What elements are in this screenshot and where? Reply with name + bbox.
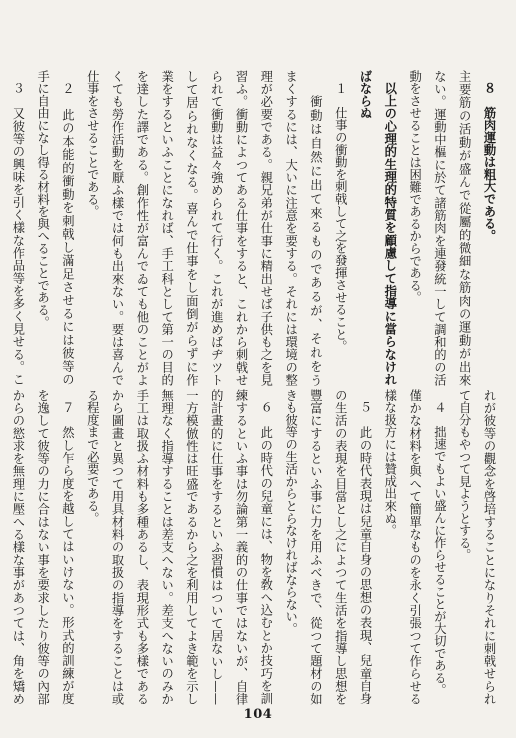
upper-column-15: を達した譯である。創作性が富んでゐても他のことがよ	[134, 70, 149, 386]
lower-column-4: 僅かな材料を與へて簡單なものを永く引張つて作らせる	[407, 389, 422, 705]
upper-column-9: まくするには、大いに注意を要する。それには環境の整	[283, 70, 298, 386]
lower-column-20: からの慾求を無理に壓へる樣な事があつては、角を矯め	[10, 389, 25, 705]
lower-column-12: 的計畫的に仕事をするといふ習慣はついて居ないし——	[209, 389, 224, 705]
upper-column-19: 手に自由になし得る材料を與へることである。	[35, 70, 50, 329]
upper-column-20: ３ 又彼等の興味を引く樣な作品等を多く見せる。こ	[10, 82, 25, 386]
lower-column-5: 樣な扱方には贊成出來ぬ。	[382, 389, 397, 537]
page-number: 104	[243, 707, 273, 722]
upper-column-6: ばならぬ	[358, 70, 374, 120]
lower-column-16: から圖畫と異つて用具材料の取扱の指導をすることは或	[110, 389, 125, 705]
upper-column-17: 仕事をさせることである。	[85, 70, 100, 218]
lower-column-10: ６ 此の時代の兒童には、物を敎へ込むとか技巧を訓	[258, 401, 273, 705]
upper-column-14: 業をするといふことになれば、手工科として第一の目的	[159, 70, 174, 386]
upper-column-1: ８ 筋肉運動は粗大である。	[482, 82, 497, 243]
lower-column-13: 一方模倣性は旺盛であるから之を利用してよき範を示し	[184, 389, 199, 705]
upper-column-3: ない。運動中樞に於て諸筋肉を連發統一して調和的の活	[432, 70, 447, 386]
upper-column-16: くても勞作活動を厭ふ樣では何も出來ない。要は喜んで	[110, 70, 125, 386]
upper-column-18: ２ 此の本能的衝動を刺戟し滿足させるには彼等の	[60, 82, 75, 386]
lower-column-14: 無理なく指導することは差支へない。差支へないのみか	[159, 389, 174, 705]
lower-column-11: 練するといふ事は勿論第一義的の仕事ではないが、自律	[234, 389, 249, 705]
lower-column-6: ５ 此の時代表現は兒童自身の思想の表現、兒童自身	[358, 401, 373, 705]
upper-column-8: 衝動は自然に出て來るものであるが、それをう	[308, 94, 323, 386]
lower-column-7: の生活の表現を目當とし之によつて生活を指導し思想を	[333, 389, 348, 705]
upper-column-2: 主要筋の活動が盛んで從屬的微細な筋肉の運動が出來	[457, 70, 472, 386]
lower-text-block	[5, 389, 501, 705]
upper-column-13: して居られなくなる。喜んで仕事をし面倒がらずに作	[184, 70, 199, 386]
lower-column-19: を逸して彼等の力に合はない事を要求したり彼等の內部	[35, 389, 50, 705]
upper-column-11: 習ふ。衝動によつてある仕事をすると、これから刺戟せ	[234, 70, 249, 386]
lower-column-17: る程度まで必要である。	[85, 389, 100, 525]
upper-column-12: られて衝動は益々強められて行く。これが進めばヂツト	[209, 70, 224, 386]
upper-column-5: 以上の心理的生理的特質を顧慮して指導に當らなけれ	[382, 82, 398, 386]
lower-column-8: 豐富にするといふ事に力を用ふべきで、從つて題材の如	[308, 389, 323, 705]
lower-column-1: れが彼等の觀念を啓培することになりそれに刺戟せられ	[482, 389, 496, 705]
lower-column-15: 手工は取扱ふ材料も多種あるし、表現形式も多樣である	[134, 389, 149, 705]
lower-column-3: ４ 拙速でもよい盛んに作らせることが大切である。	[432, 401, 447, 697]
lower-column-2: て自分もやつて見ようとする。	[457, 389, 472, 562]
upper-text-block	[5, 70, 501, 386]
upper-column-7: １ 仕事の衝動を刺戟して之を發揮させること。	[333, 82, 348, 353]
lower-column-18: ７ 然し乍ら度を越してはいけない。形式的訓練が度	[60, 401, 75, 705]
lower-column-9: きも彼等の生活からとらなければならない。	[283, 389, 298, 635]
upper-column-10: 理が必要である。親兄弟が仕事に精出せば子供も之を見	[258, 70, 273, 386]
upper-column-4: 動をさせることは困難であるからである。	[407, 70, 422, 304]
